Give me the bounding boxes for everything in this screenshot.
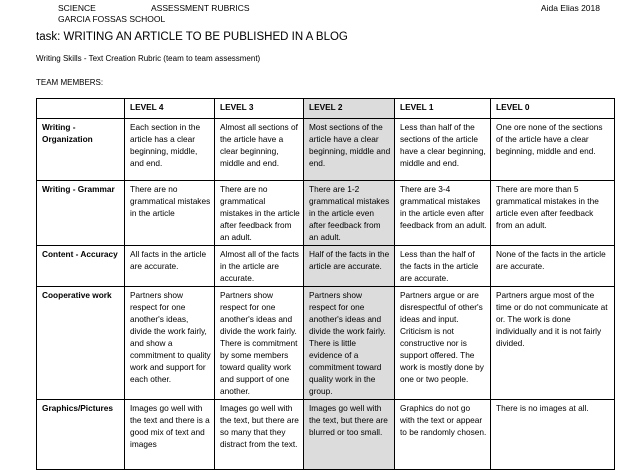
rubric-cell: Most sections of the article have a clear beginning, middle and end. [304, 119, 395, 181]
header-center: ASSESSMENT RUBRICS [151, 3, 250, 13]
rubric-cell: Images go well with the text, but there are so many that they distract from the text. [215, 400, 304, 470]
header-level-0: LEVEL 0 [491, 99, 615, 119]
criterion-cell: Cooperative work [37, 287, 125, 400]
rubric-cell: There are no grammatical mistakes in the article after feedback from an adult. [215, 181, 304, 246]
table-row [37, 181, 615, 246]
page-subtitle: Writing Skills - Text Creation Rubric (team to team assessment) [36, 54, 261, 63]
rubric-cell: Partners show respect for one another's ideas and divide the work fairly. There is little evidence of a commitment toward quality work in the group. [304, 287, 395, 400]
criterion-cell: Writing - Organization [37, 119, 125, 181]
table-row [37, 246, 615, 287]
header-school: GARCIA FOSSAS SCHOOL [58, 14, 166, 24]
rubric-cell: Images go well with the text, but there are blurred or too small. [304, 400, 395, 470]
header-level-2: LEVEL 2 [304, 99, 395, 119]
rubric-cell: Images go well with the text and there is a good mix of text and images [125, 400, 215, 470]
rubric-cell: Graphics do not go with the text or appear to be randomly chosen. [395, 400, 491, 470]
rubric-cell: Partners argue or are disrespectful of other's ideas and input. Criticism is not constructive nor is support offered. The work is mostly done by one or two people. [395, 287, 491, 400]
header-left: SCIENCE [58, 3, 96, 13]
rubric-cell: Almost all of the facts in the article are accurate. [215, 246, 304, 287]
table-row [37, 287, 615, 400]
rubric-cell: There are 1-2 grammatical mistakes in the article even after feedback from an adult. [304, 181, 395, 246]
header-right: Aida Elias 2018 [540, 3, 600, 13]
rubric-cell: Partners show respect for one another's ideas and divide the work fairly. There is commitment by some members toward quality work and support of one another. [215, 287, 304, 400]
page-title: task: WRITING AN ARTICLE TO BE PUBLISHED IN A BLOG [36, 31, 348, 43]
rubric-cell: Almost all sections of the article have a clear beginning, middle and end. [215, 119, 304, 181]
rubric-table [36, 98, 615, 470]
rubric-cell: There is no images at all. [491, 400, 615, 470]
header-level-4: LEVEL 4 [125, 99, 215, 119]
criterion-cell: Writing - Grammar [37, 181, 125, 246]
table-row [37, 119, 615, 181]
criterion-cell: Content - Accuracy [37, 246, 125, 287]
rubric-cell: None of the facts in the article are accurate. [491, 246, 615, 287]
rubric-cell: Half of the facts in the article are accurate. [304, 246, 395, 287]
rubric-cell: Each section in the article has a clear beginning, middle, and end. [125, 119, 215, 181]
header-level-3: LEVEL 3 [215, 99, 304, 119]
criterion-cell: Graphics/Pictures [37, 400, 125, 470]
rubric-cell: Less than half of the sections of the article have a clear beginning, middle and end. [395, 119, 491, 181]
rubric-cell: There are no grammatical mistakes in the article [125, 181, 215, 246]
header-row [37, 99, 615, 119]
table-row [37, 400, 615, 470]
team-members-label: TEAM MEMBERS: [36, 78, 104, 87]
rubric-cell: Partners argue most of the time or do not communicate at or. The work is done individually and it is not fairly divided. [491, 287, 615, 400]
rubric-cell: There are more than 5 grammatical mistakes in the article even after feedback from an adult. [491, 181, 615, 246]
rubric-cell: All facts in the article are accurate. [125, 246, 215, 287]
rubric-cell: One ore none of the sections of the article have a clear beginning, middle and end. [491, 119, 615, 181]
header-level-1: LEVEL 1 [395, 99, 491, 119]
rubric-cell: Partners show respect for one another's ideas, divide the work fairly, and show a commitment to quality work and support for each other. [125, 287, 215, 400]
rubric-cell: Less than the half of the facts in the article are accurate. [395, 246, 491, 287]
header-cell-empty [37, 99, 125, 119]
rubric-cell: There are 3-4 grammatical mistakes in the article even after feedback from an adult. [395, 181, 491, 246]
